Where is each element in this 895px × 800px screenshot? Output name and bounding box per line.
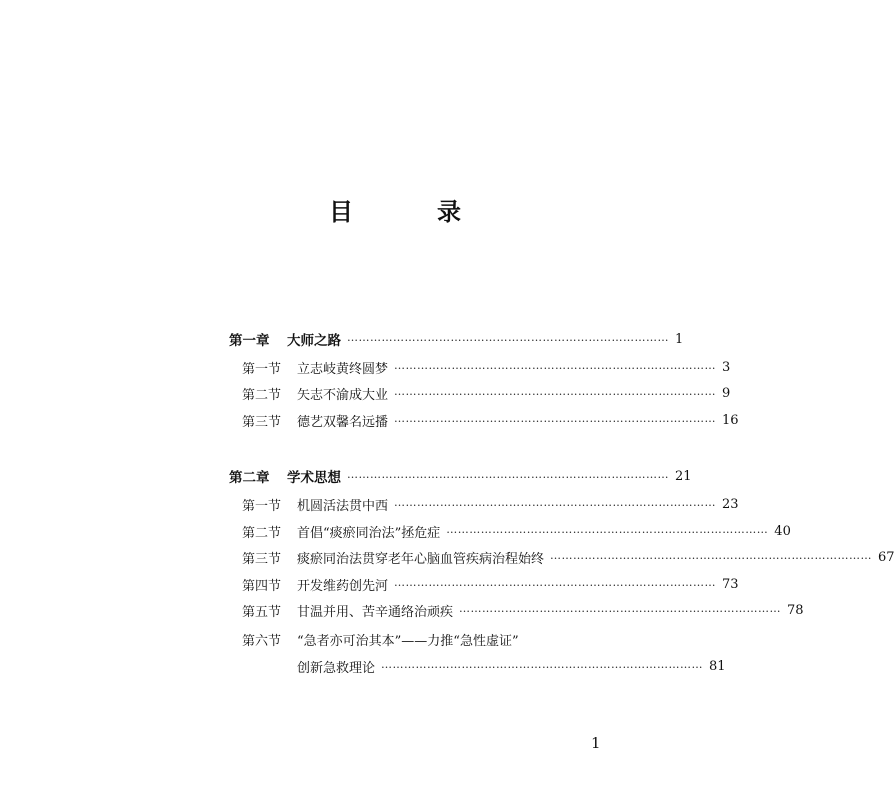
dot-leader: ………………………………………………………………………… [459, 601, 782, 615]
toc-entry-section[interactable] [229, 573, 739, 595]
section-number: 第五节 [242, 604, 282, 620]
section-number: 第二节 [242, 387, 282, 403]
dot-leader: ………………………………………………………………………… [347, 467, 669, 481]
section-title: 立志岐黄终圆梦 [297, 361, 389, 377]
toc-entry-section[interactable] [229, 546, 895, 568]
toc-entry-section[interactable] [229, 382, 731, 404]
section-number: 第二节 [242, 525, 282, 541]
section-number: 第一节 [242, 498, 282, 514]
section-title: 甘温并用、苦辛通络治顽疾 [297, 604, 454, 620]
section-title: 痰瘀同治法贯穿老年心脑血管疾病治程始终 [297, 551, 545, 567]
section-number: 第三节 [242, 414, 282, 430]
dot-leader: ………………………………………………………………………… [550, 548, 873, 562]
page-number: 3 [722, 359, 731, 375]
section-title: 德艺双馨名远播 [297, 414, 389, 430]
toc-entry-chapter-1[interactable] [229, 328, 684, 350]
section-number: 第四节 [242, 578, 282, 594]
toc-entry-section[interactable] [229, 356, 731, 378]
section-title: 矢志不渝成大业 [297, 387, 389, 403]
chapter-number: 第一章 [229, 333, 270, 349]
dot-leader: ………………………………………………………………………… [446, 522, 769, 536]
dot-leader: ………………………………………………………………………… [347, 330, 669, 344]
dot-leader: ………………………………………………………………………… [394, 495, 717, 509]
toc-title: 目 录 [329, 198, 491, 226]
page-folio: 1 [591, 734, 601, 752]
toc-entry-chapter-2[interactable] [229, 465, 692, 487]
page-number: 16 [722, 412, 739, 428]
section-title-continuation: 创新急救理论 [297, 660, 376, 676]
toc-entry-section[interactable] [229, 493, 739, 515]
dot-leader: ………………………………………………………………………… [394, 358, 717, 372]
page-number: 9 [722, 385, 731, 401]
dot-leader: ………………………………………………………………………… [381, 657, 704, 671]
page-number: 81 [709, 658, 726, 674]
section-title: 首倡“痰瘀同治法”拯危症 [297, 525, 441, 541]
section-title: 开发维药创先河 [297, 578, 389, 594]
page-number: 21 [675, 468, 692, 484]
dot-leader: ………………………………………………………………………… [394, 575, 717, 589]
dot-leader: ………………………………………………………………………… [394, 384, 717, 398]
page-number: 78 [787, 602, 804, 618]
page-number: 67 [878, 549, 895, 565]
toc-entry-section[interactable] [229, 409, 739, 431]
section-title: “急者亦可治其本”——力推“急性虚证” [297, 633, 519, 649]
chapter-title: 学术思想 [287, 470, 341, 486]
dot-leader: ………………………………………………………………………… [394, 411, 717, 425]
section-number: 第六节 [242, 633, 282, 649]
chapter-title: 大师之路 [287, 333, 341, 349]
toc-entry-section[interactable] [229, 599, 804, 621]
toc-entry-section[interactable] [229, 520, 791, 542]
section-number: 第一节 [242, 361, 282, 377]
section-title: 机圆活法贯中西 [297, 498, 389, 514]
page-number: 1 [675, 331, 684, 347]
page-number: 73 [722, 576, 739, 592]
page-number: 40 [774, 523, 791, 539]
toc-entry-section-continuation[interactable] [229, 655, 726, 677]
page-number: 23 [722, 496, 739, 512]
section-number: 第三节 [242, 551, 282, 567]
toc-entry-section[interactable] [229, 628, 598, 650]
chapter-number: 第二章 [229, 470, 270, 486]
